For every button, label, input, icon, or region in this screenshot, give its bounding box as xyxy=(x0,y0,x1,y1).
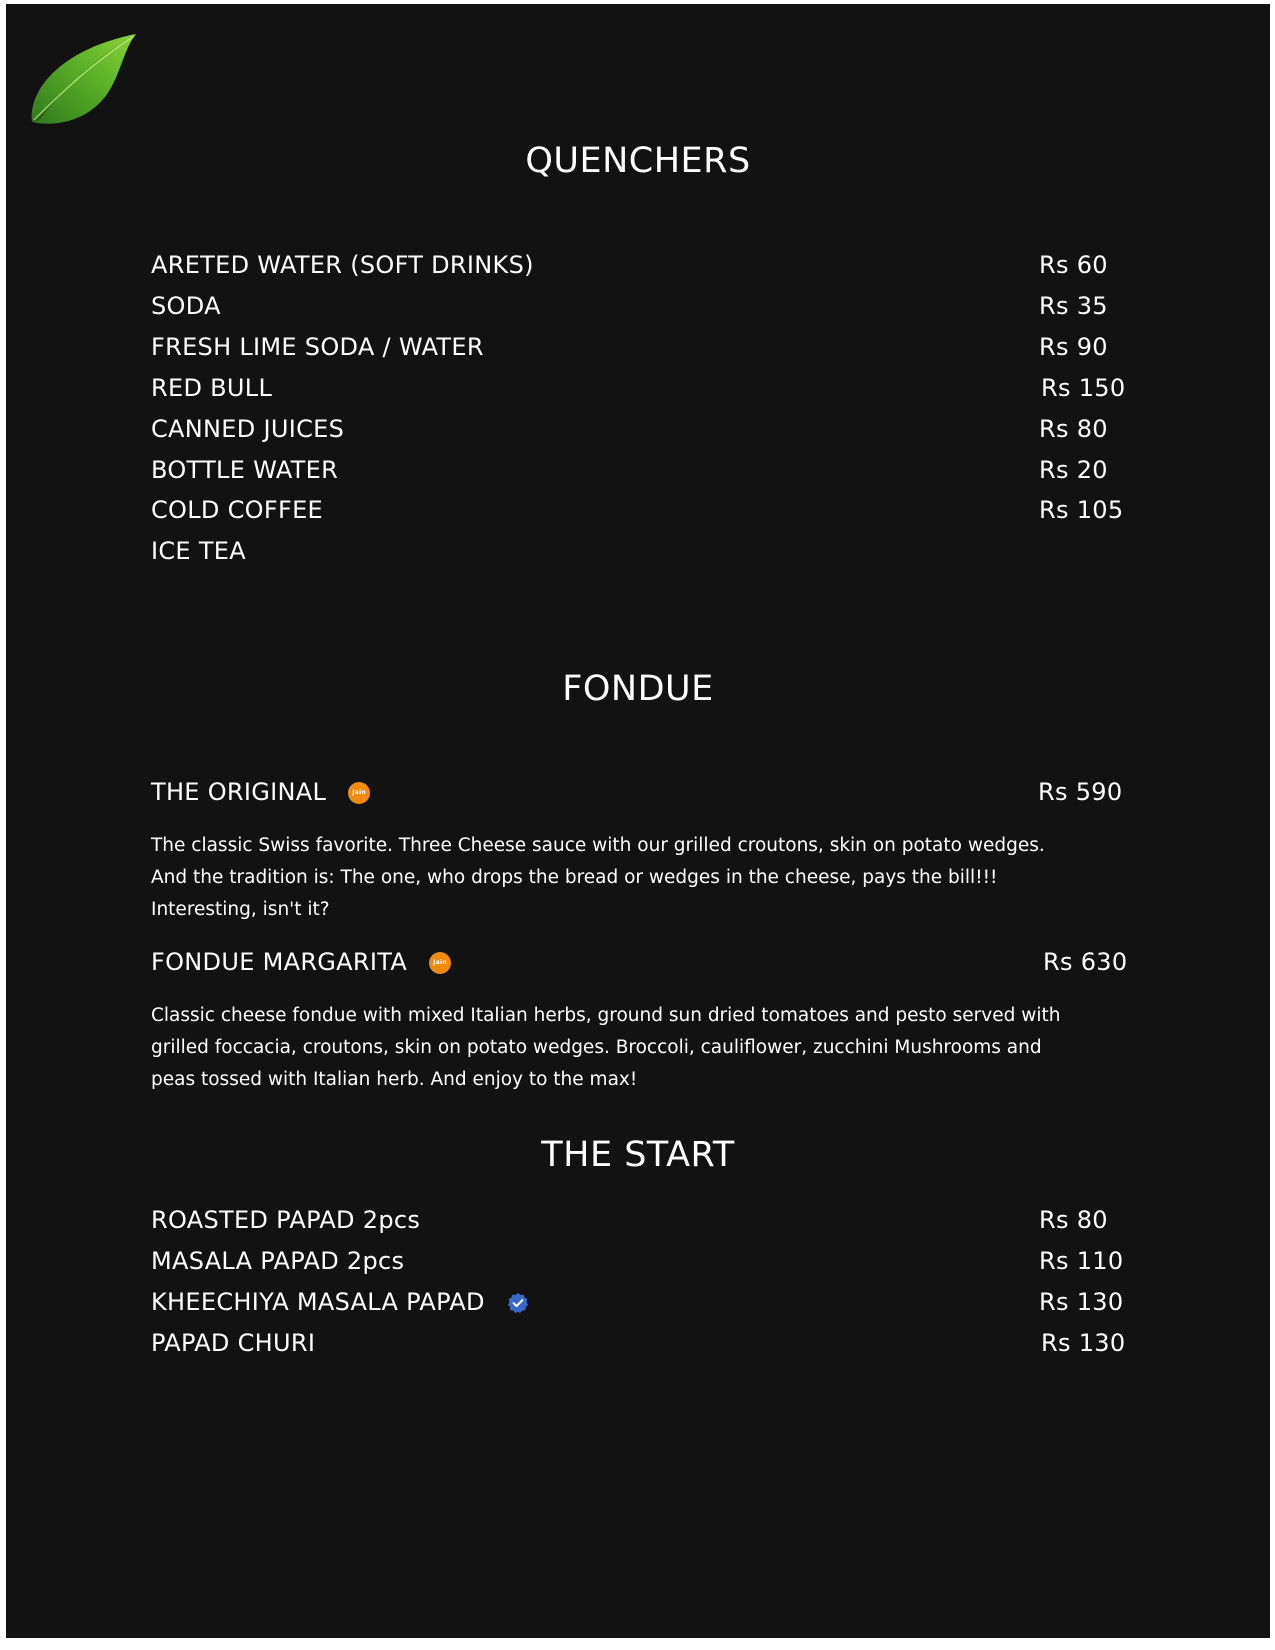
menu-page xyxy=(6,4,1270,1638)
jain-badge-icon: Jain xyxy=(429,952,451,974)
menu-item-price: Rs 130 xyxy=(1039,1288,1124,1316)
menu-item-price: Rs 60 xyxy=(1039,251,1108,279)
section-title-the-start: THE START xyxy=(541,1135,735,1175)
menu-item-price: Rs 90 xyxy=(1039,333,1108,361)
leaf-icon xyxy=(24,28,144,134)
jain-badge-icon: Jain xyxy=(348,782,370,804)
menu-item-description xyxy=(151,1000,1131,1096)
menu-item-price: Rs 150 xyxy=(1041,374,1126,402)
menu-item-price: Rs 590 xyxy=(1038,778,1123,806)
menu-item-price: Rs 80 xyxy=(1039,415,1108,443)
menu-item-price: Rs 630 xyxy=(1043,948,1128,976)
menu-item-name: SODA xyxy=(151,292,221,320)
menu-item-price: Rs 20 xyxy=(1039,456,1108,484)
menu-item-price: Rs 35 xyxy=(1039,292,1108,320)
verified-check-icon xyxy=(507,1292,529,1314)
section-title-quenchers: QUENCHERS xyxy=(525,141,751,181)
menu-item-price: Rs 80 xyxy=(1039,1206,1108,1234)
menu-item-name xyxy=(151,1282,529,1322)
menu-item-description xyxy=(151,830,1131,926)
menu-item-price: Rs 105 xyxy=(1039,496,1124,524)
menu-item-name: CANNED JUICES xyxy=(151,415,345,443)
menu-item-name: RED BULL xyxy=(151,374,273,402)
description-line: Classic cheese fondue with mixed Italian herbs, ground sun dried tomatoes and pesto served with xyxy=(151,1005,1061,1026)
menu-item-name: ICE TEA xyxy=(151,537,246,565)
menu-item-name: ARETED WATER (SOFT DRINKS) xyxy=(151,251,534,279)
menu-item-name xyxy=(151,942,451,982)
menu-item-price: Rs 110 xyxy=(1039,1247,1124,1275)
menu-item-label: THE ORIGINAL xyxy=(151,778,327,806)
menu-item-name: COLD COFFEE xyxy=(151,496,324,524)
description-line: And the tradition is: The one, who drops the bread or wedges in the cheese, pays the bill!!! xyxy=(151,867,998,888)
description-line: grilled foccacia, croutons, skin on potato wedges. Broccoli, cauliflower, zucchini Mushrooms and xyxy=(151,1037,1042,1058)
menu-item-label: FONDUE MARGARITA xyxy=(151,948,408,976)
menu-item-name: BOTTLE WATER xyxy=(151,456,339,484)
menu-item-name: ROASTED PAPAD 2pcs xyxy=(151,1206,421,1234)
description-line: The classic Swiss favorite. Three Cheese sauce with our grilled croutons, skin on potato wedges. xyxy=(151,835,1045,856)
menu-item-price: Rs 130 xyxy=(1041,1329,1126,1357)
description-line: Interesting, isn't it? xyxy=(151,899,330,920)
section-title-fondue: FONDUE xyxy=(562,669,714,709)
description-line: peas tossed with Italian herb. And enjoy to the max! xyxy=(151,1069,638,1090)
menu-item-name: FRESH LIME SODA / WATER xyxy=(151,333,484,361)
menu-item-name: PAPAD CHURI xyxy=(151,1329,316,1357)
menu-item-name: MASALA PAPAD 2pcs xyxy=(151,1247,405,1275)
menu-item-name xyxy=(151,772,370,812)
menu-item-label: KHEECHIYA MASALA PAPAD xyxy=(151,1288,485,1316)
